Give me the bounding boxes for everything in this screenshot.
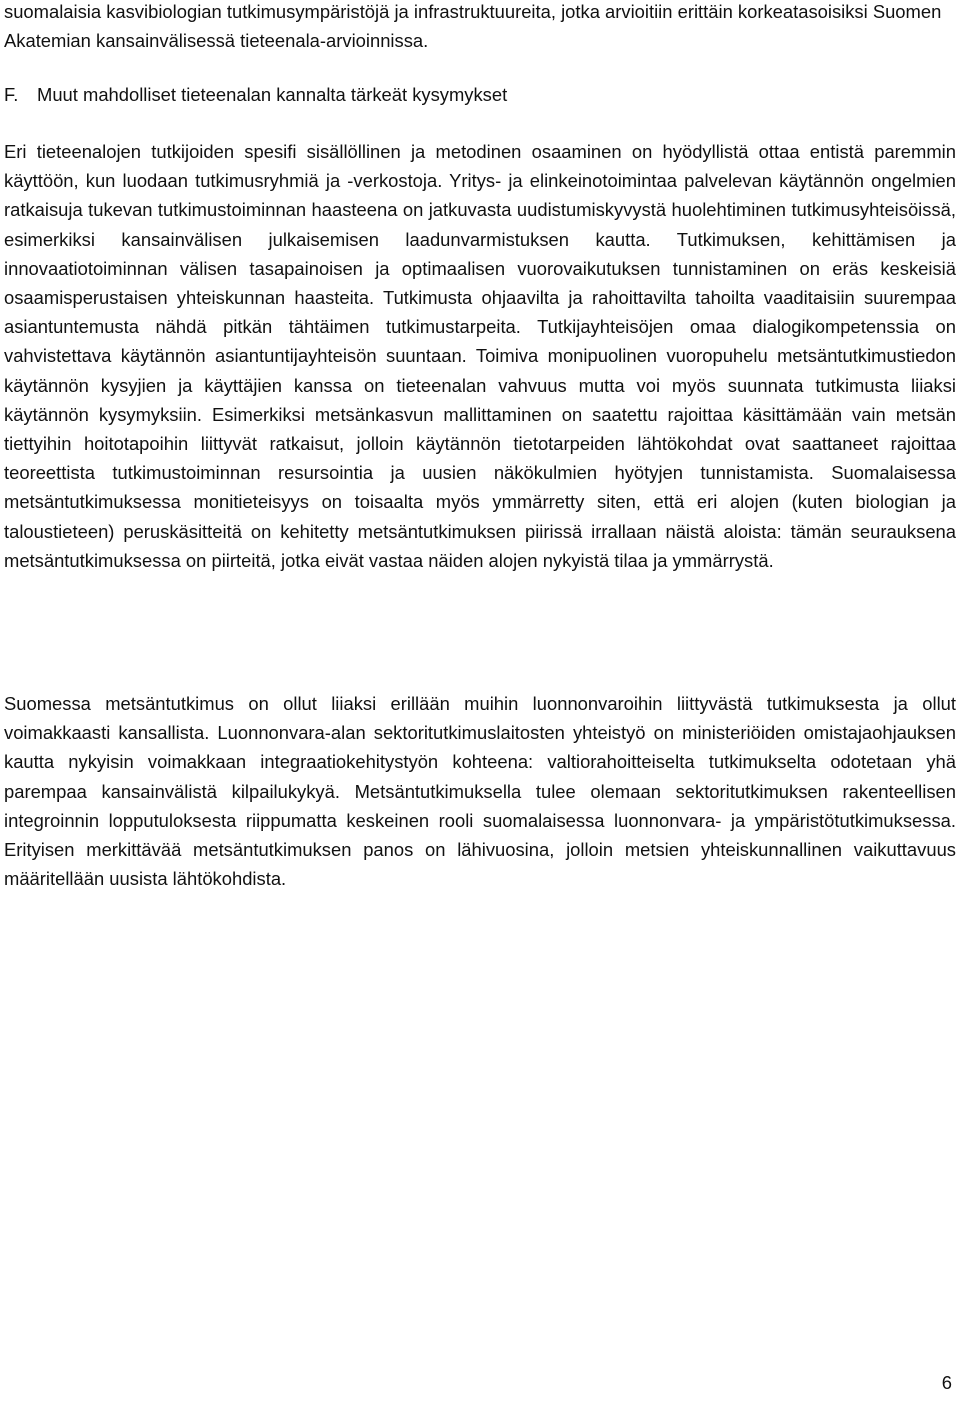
body-paragraph-2: Suomessa metsäntutkimus on ollut liiaksi erillään muihin luonnonvaroihin liittyvästä tutkimuksesta ja ollut voimakkaasti kansallista. Luonnonvara-alan sektoritutkimuslaitosten yhteistyö on ministeriöiden omistajaohjauksen kautta nykyisin voimakkaan integraatiokehitystyön kohteena: valtiorahoitteiselta tutkimukselta odotetaan yhä parempaa kansainvälistä kilpailukykyä. Metsäntutkimuksella tulee olemaan sektoritutkimuksen rakenteellisen integroinnin lopputuloksesta riippumatta keskeinen rooli suomalaisessa luonnonvara- ja ympäristötutkimuksessa. Erityisen merkittävää metsäntutkimuksen panos on lähivuosina, jolloin metsien yhteiskunnallinen vaikuttavuus määritellään uusista lähtökohdista. <box>4 693 956 890</box>
body-paragraph-1: Eri tieteenalojen tutkijoiden spesifi sisällöllinen ja metodinen osaaminen on hyödyllistä ottaa entistä paremmin käyttöön, kun luodaan tutkimusryhmiä ja -verkostoja. Yritys- ja elinkeinotoimintaa palvelevan käytännön ongelmien ratkaisuja tukevan tutkimustoiminnan haasteena on jatkuvasta uudistumiskyvystä huolehtiminen tutkimusyhteisöissä, esimerkiksi kansainvälisen julkaisemisen laadunvarmistuksen kautta. Tutkimuksen, kehittämisen ja innovaatiotoiminnan välisen tasapainoisen ja optimaalisen vuorovaikutuksen tunnistaminen on eräs keskeisiä osaamisperustaisen yhteiskunnan haasteita. Tutkimusta ohjaavilta ja rahoittavilta tahoilta vaaditaisiin suurempaa asiantuntemusta nähdä pitkän tähtäimen tutkimustarpeita. Tutkijayhteisöjen omaa dialogikompetenssia on vahvistettava käytännön asiantuntijayhteisön suuntaan. Toimiva monipuolinen vuoropuhelu metsäntutkimustiedon käytännön kysyjien ja käyttäjien kanssa on tieteenalan vahvuus mutta voi myös suunnata tutkimusta liiaksi käytännön kysymyksiin. Esimerkiksi metsänkasvun mallittaminen on saatettu rajoittaa käsittämään vain metsän tiettyihin hoitotapoihin liittyvät ratkaisut, jolloin käytännön tietotarpeiden lähtökohdat ovat saattaneet rajoittaa teoreettista tutkimustoiminnan resursointia ja uusien näkökulmien hyötyjen tunnistamista. Suomalaisessa metsäntutkimuksessa monitieteisyys on toisaalta myös ymmärretty siten, että eri alojen (kuten biologian ja taloustieteen) peruskäsitteitä on kehitetty metsäntutkimuksen piirissä irrallaan näistä aloista: tämän seurauksena metsäntutkimuksessa on piirteitä, jotka eivät vastaa näiden alojen nykyistä tilaa ja ymmärrystä. <box>4 141 956 571</box>
page-content <box>4 0 956 1425</box>
intro-paragraph: suomalaisia kasvibiologian tutkimusympäristöjä ja infrastruktuureita, jotka arvioitiin erittäin korkeatasoisiksi Suomen Akatemian kansainvälisessä tieteenala-arvioinnissa. <box>4 1 942 52</box>
page-number: 6 <box>941 1372 952 1393</box>
section-heading <box>4 80 956 109</box>
section-title: Muut mahdolliset tieteenalan kannalta tärkeät kysymykset <box>37 84 508 105</box>
section-number: F. <box>4 84 19 105</box>
